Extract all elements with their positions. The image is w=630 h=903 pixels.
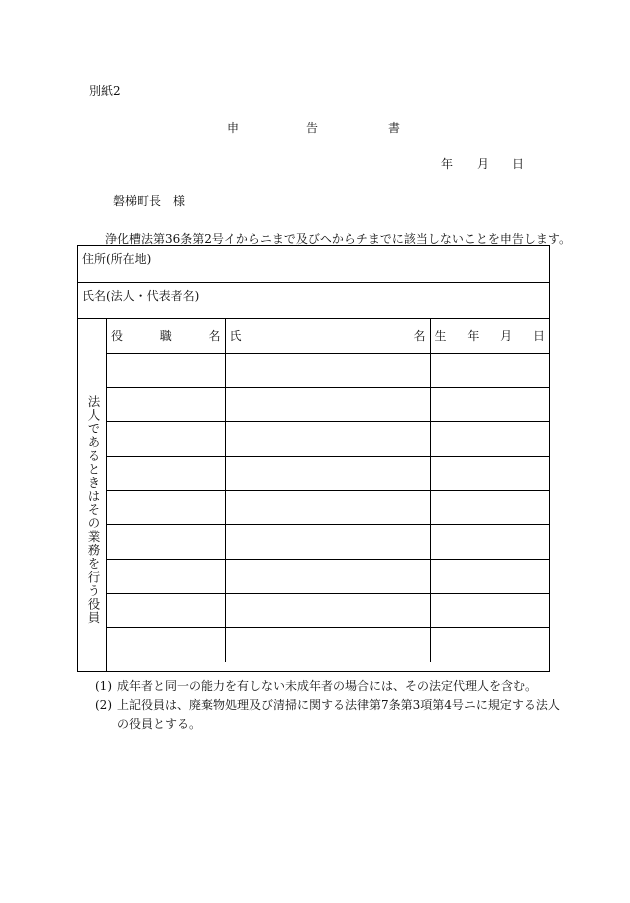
officer-name-cell[interactable] xyxy=(225,490,430,524)
name-label: 氏名(法人・代表者名) xyxy=(82,289,200,303)
officer-name-cell[interactable] xyxy=(225,388,430,422)
officer-birthdate-cell[interactable] xyxy=(430,559,549,593)
officer-position-cell[interactable] xyxy=(107,559,225,593)
officer-row xyxy=(107,456,549,490)
title-char-3: 書 xyxy=(388,121,401,135)
date-day: 日 xyxy=(512,157,525,171)
officers-vertical-label: 法人であるときはその業務を行う役員 xyxy=(86,395,101,625)
addressee: 磐梯町長 様 xyxy=(113,194,186,208)
officer-birthdate-cell[interactable] xyxy=(430,628,549,662)
officer-position-cell[interactable] xyxy=(107,525,225,559)
officer-birthdate-cell[interactable] xyxy=(430,593,549,627)
officer-row xyxy=(107,593,549,627)
officer-position-cell[interactable] xyxy=(107,490,225,524)
note-2 xyxy=(95,696,560,713)
attachment-label: 別紙2 xyxy=(89,84,121,98)
officers-vertical-header xyxy=(78,319,107,671)
date-month: 月 xyxy=(477,157,490,171)
note-1 xyxy=(95,677,537,694)
officer-birthdate-cell[interactable] xyxy=(430,490,549,524)
officer-position-cell[interactable] xyxy=(107,456,225,490)
header-position: 役 職 名 xyxy=(107,319,225,353)
address-label: 住所(所在地) xyxy=(82,252,152,266)
officers-table xyxy=(107,319,549,662)
officer-row xyxy=(107,490,549,524)
declaration-form xyxy=(77,245,550,672)
title-char-1: 申 xyxy=(227,121,240,135)
officer-name-cell[interactable] xyxy=(225,353,430,387)
date-line xyxy=(0,155,630,171)
officer-position-cell[interactable] xyxy=(107,388,225,422)
address-row[interactable] xyxy=(78,246,549,283)
officer-position-cell[interactable] xyxy=(107,593,225,627)
note-1-number: (1) xyxy=(95,679,112,693)
officer-birthdate-cell[interactable] xyxy=(430,525,549,559)
officer-name-cell[interactable] xyxy=(225,628,430,662)
officer-row xyxy=(107,559,549,593)
officer-name-cell[interactable] xyxy=(225,559,430,593)
officer-row xyxy=(107,525,549,559)
officer-name-cell[interactable] xyxy=(225,525,430,559)
note-2-continuation: の役員とする。 xyxy=(117,717,202,731)
officer-name-cell[interactable] xyxy=(225,593,430,627)
officer-birthdate-cell[interactable] xyxy=(430,353,549,387)
header-name: 氏 名 xyxy=(225,319,430,353)
document-title xyxy=(0,119,630,135)
note-2-number: (2) xyxy=(95,698,112,712)
officer-row xyxy=(107,628,549,662)
officers-header-row xyxy=(107,319,549,353)
officer-position-cell[interactable] xyxy=(107,353,225,387)
officer-name-cell[interactable] xyxy=(225,456,430,490)
note-1-text: 成年者と同一の能力を有しない未成年者の場合には、その法定代理人を含む。 xyxy=(117,679,538,693)
title-char-2: 告 xyxy=(306,121,319,135)
officer-row xyxy=(107,353,549,387)
officer-name-cell[interactable] xyxy=(225,422,430,456)
date-year: 年 xyxy=(441,157,454,171)
officer-row xyxy=(107,422,549,456)
officer-birthdate-cell[interactable] xyxy=(430,388,549,422)
officer-position-cell[interactable] xyxy=(107,422,225,456)
officer-birthdate-cell[interactable] xyxy=(430,456,549,490)
officer-position-cell[interactable] xyxy=(107,628,225,662)
note-2-text: 上記役員は、廃棄物処理及び清掃に関する法律第7条第3項第4号ニに規定する法人 xyxy=(117,698,560,712)
declaration-statement: 浄化槽法第36条第2号イからニまで及びヘからチまでに該当しないことを申告します。 xyxy=(105,232,571,246)
officer-row xyxy=(107,388,549,422)
header-birthdate: 生 年 月 日 xyxy=(430,319,549,353)
name-row[interactable] xyxy=(78,283,549,319)
officer-birthdate-cell[interactable] xyxy=(430,422,549,456)
